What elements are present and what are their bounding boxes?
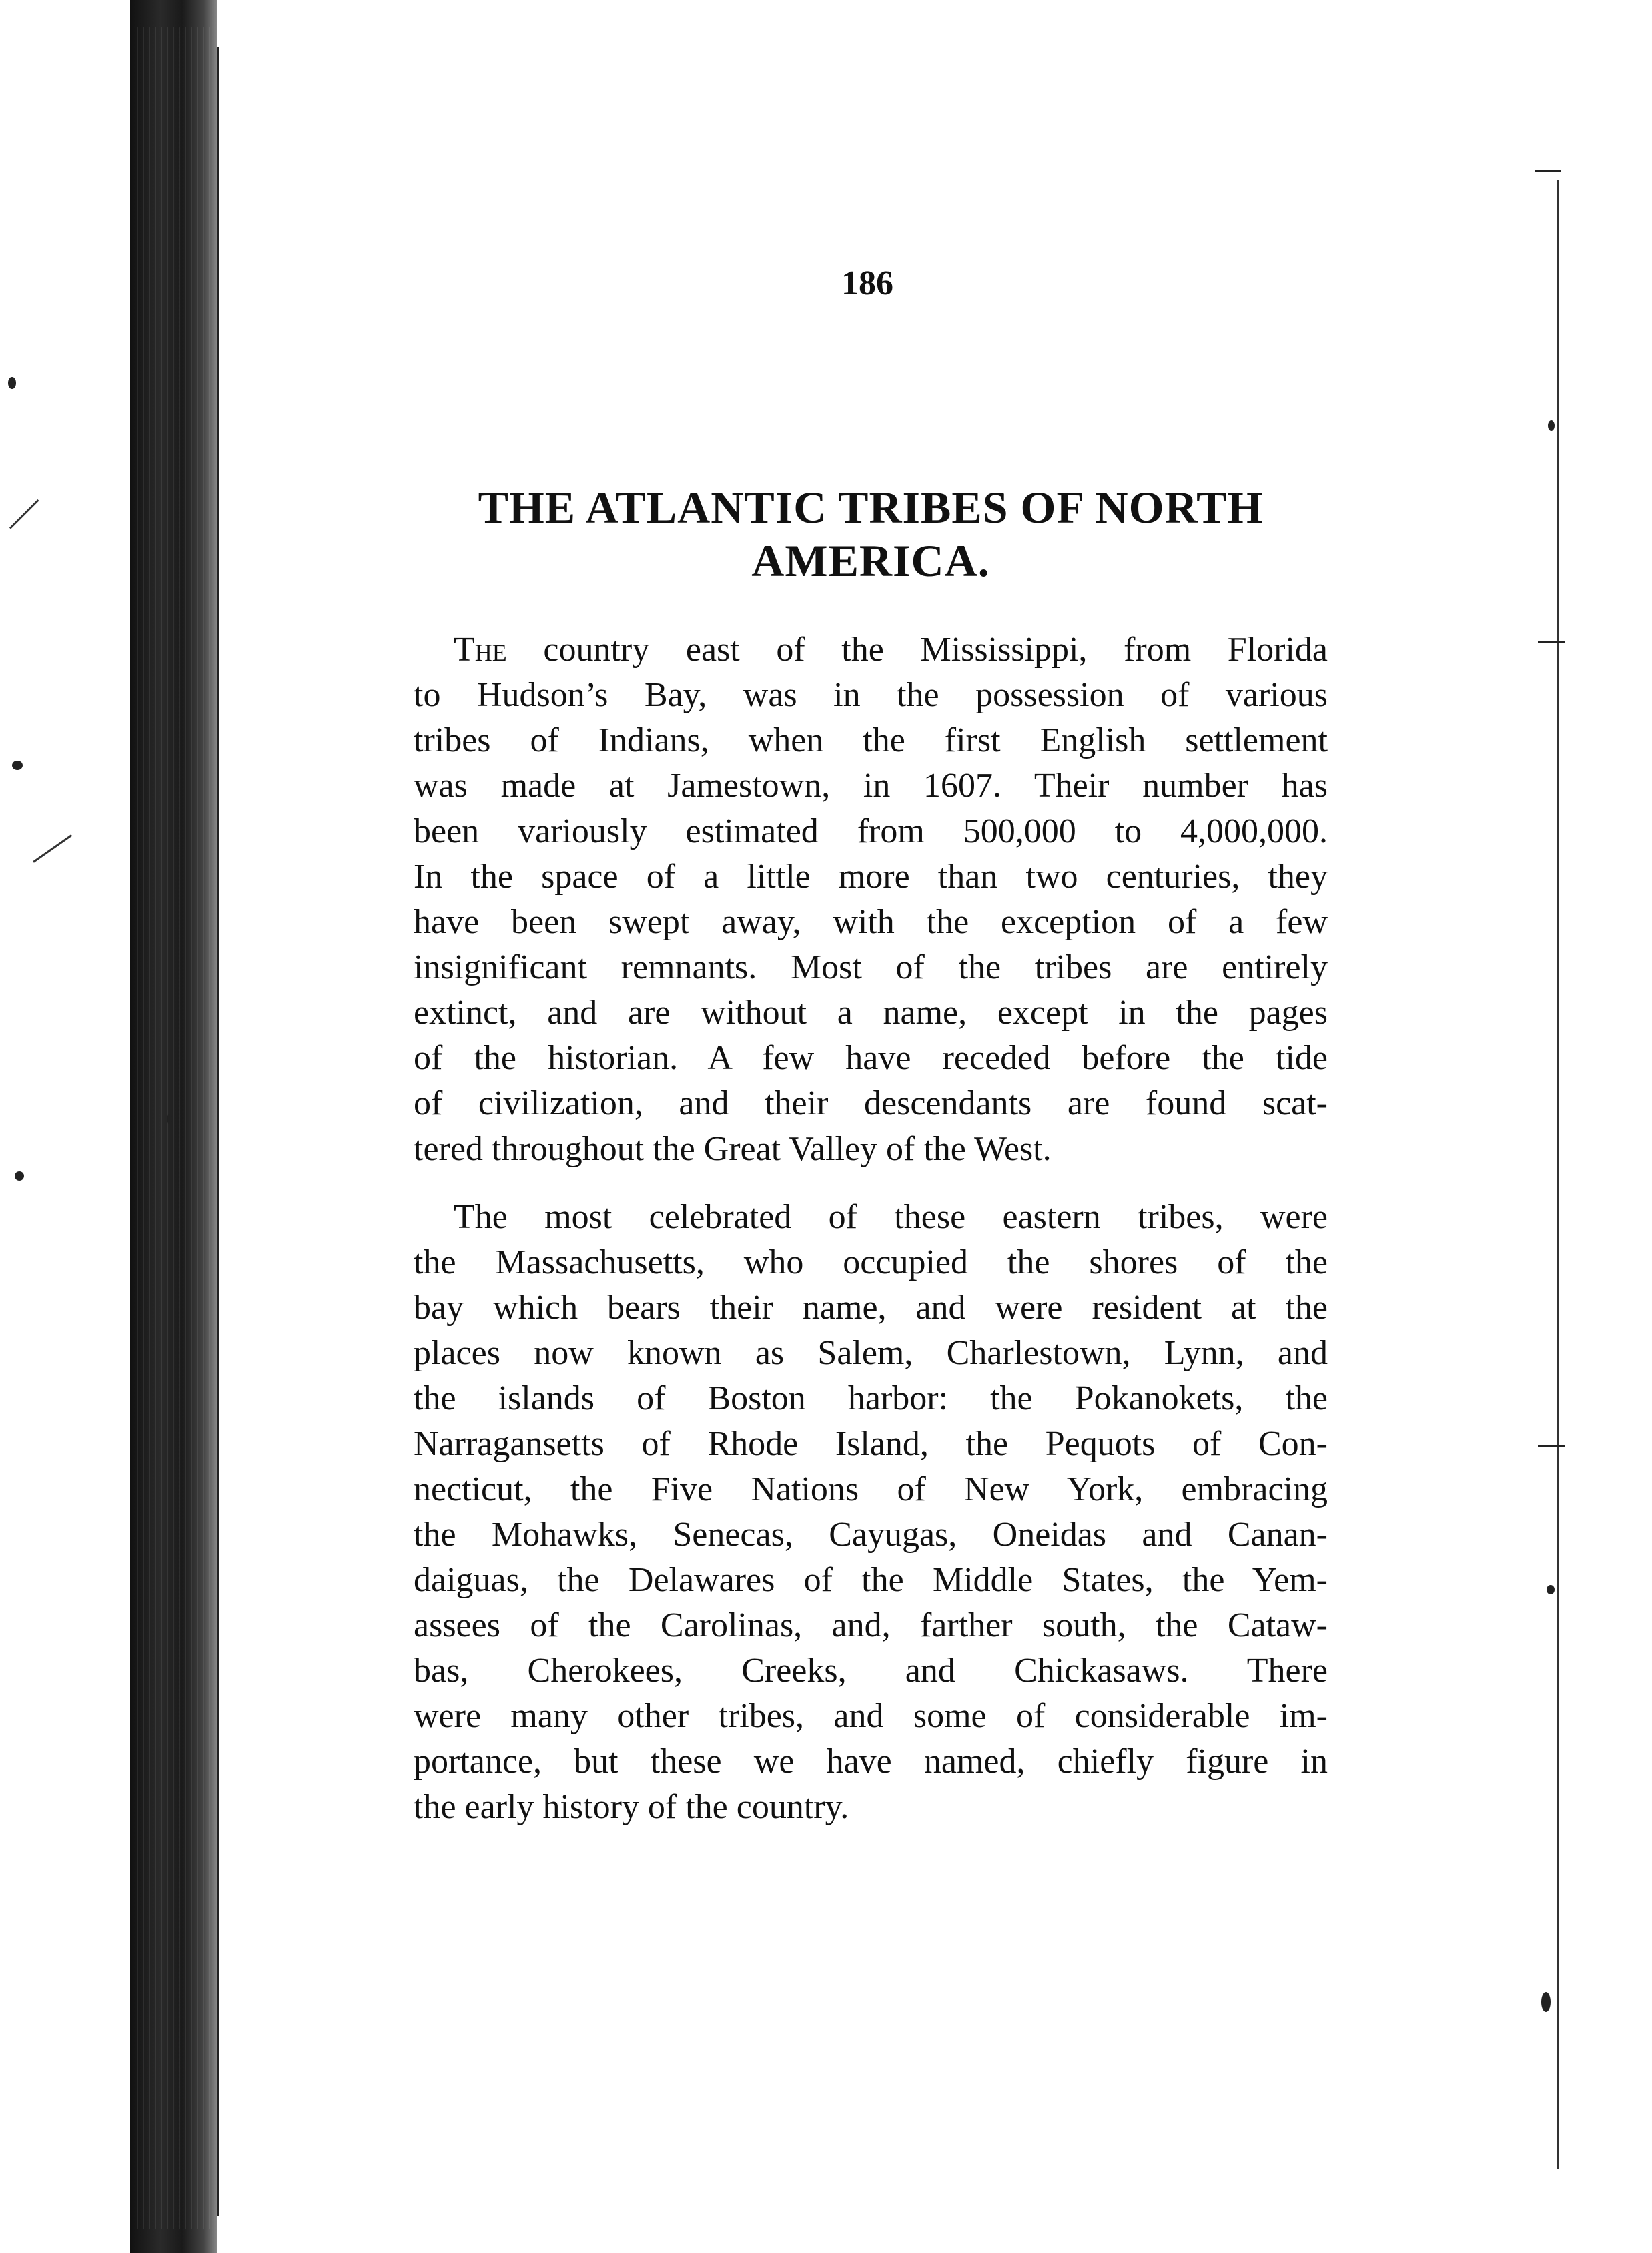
margin-scratch (33, 834, 72, 863)
margin-speck (12, 761, 23, 770)
lead-word: The (454, 631, 507, 669)
text-line: tribes of Indians, when the first English settlement (414, 721, 1328, 759)
text-line: the Mohawks, Senecas, Cayugas, Oneidas and Canan- (414, 1516, 1328, 1554)
margin-speck (8, 377, 16, 389)
margin-scratch (9, 499, 39, 529)
margin-speck (167, 1114, 172, 1124)
text-line: the islands of Boston harbor: the Pokanokets, the (414, 1379, 1328, 1417)
page-number: 186 (841, 264, 893, 302)
edge-mark (1538, 641, 1565, 643)
text-line: the early history of the country. (414, 1788, 849, 1826)
text-line: insignificant remnants. Most of the tribes are entirely (414, 948, 1328, 986)
text-line: In the space of a little more than two centuries, they (414, 858, 1328, 896)
text-line: been variously estimated from 500,000 to 4,000,000. (414, 812, 1328, 850)
right-page-edge (1557, 180, 1559, 2169)
text-line: Narragansetts of Rhode Island, the Pequots of Con- (414, 1425, 1328, 1463)
text-line: to Hudson’s Bay, was in the possession of various (414, 676, 1328, 714)
top-margin (217, 0, 1652, 47)
text-line: have been swept away, with the exception of a few (414, 903, 1328, 941)
edge-mark (1535, 170, 1561, 172)
text-line: were many other tribes, and some of considerable im- (414, 1697, 1328, 1735)
text-line: extinct, and are without a name, except in the pages (414, 994, 1328, 1032)
spine-texture (137, 27, 210, 2229)
text-line: places now known as Salem, Charlestown, Lynn, and (414, 1334, 1328, 1372)
text-line: bay which bears their name, and were resident at the (414, 1289, 1328, 1327)
text-line: of the historian. A few have receded before the tide (414, 1039, 1328, 1077)
text-line: tered throughout the Great Valley of the West. (414, 1130, 1052, 1168)
chapter-title-line: THE ATLANTIC TRIBES OF NORTH (478, 482, 1264, 533)
edge-speck (1547, 1585, 1555, 1594)
paragraph-2 (414, 1195, 1328, 1830)
text-line: of civilization, and their descendants are found scat- (414, 1084, 1328, 1122)
text-line: bas, Cherokees, Creeks, and Chickasaws. There (414, 1652, 1328, 1690)
chapter-title (414, 480, 1328, 587)
text-line: daiguas, the Delawares of the Middle States, the Yem- (414, 1561, 1328, 1599)
text-line: The country east of the Mississippi, from Florida (454, 631, 1328, 669)
edge-mark (1538, 1445, 1565, 1447)
page-edge (217, 33, 219, 2216)
text-line: necticut, the Five Nations of New York, embracing (414, 1470, 1328, 1508)
margin-speck (15, 1171, 24, 1181)
text-line: portance, but these we have named, chiefly figure in (414, 1742, 1328, 1781)
edge-speck (1541, 1992, 1551, 2012)
paragraph-1 (414, 627, 1328, 1172)
chapter-title-line: AMERICA. (751, 535, 990, 586)
text-line: The most celebrated of these eastern tribes, were (454, 1198, 1328, 1236)
text-line: the Massachusetts, who occupied the shores of the (414, 1243, 1328, 1281)
text-line: assees of the Carolinas, and, farther south, the Cataw- (414, 1606, 1328, 1644)
text-line: was made at Jamestown, in 1607. Their number has (414, 767, 1328, 805)
edge-speck (1548, 420, 1555, 431)
